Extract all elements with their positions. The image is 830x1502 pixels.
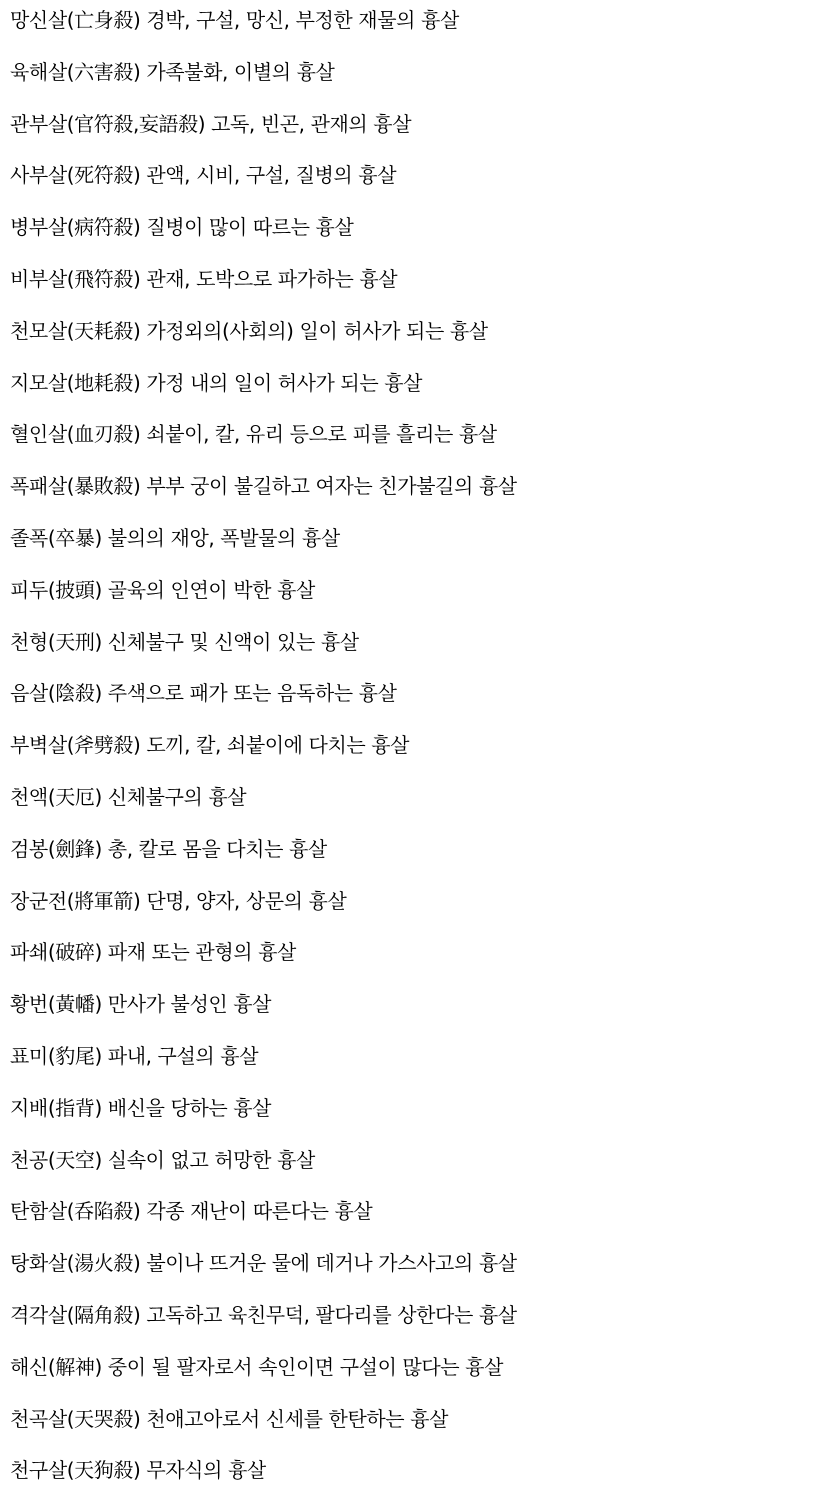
list-item: 파쇄(破碎) 파재 또는 관형의 흉살 bbox=[10, 940, 296, 965]
list-item: 지모살(地耗殺) 가정 내의 일이 허사가 되는 흉살 bbox=[10, 370, 423, 395]
list-item: 탄함살(呑陷殺) 각종 재난이 따른다는 흉살 bbox=[10, 1199, 373, 1224]
sal-list bbox=[10, 0, 826, 1502]
list-item: 표미(豹尾) 파내, 구설의 흉살 bbox=[10, 1043, 259, 1068]
list-item: 졸폭(卒暴) 불의의 재앙, 폭발물의 흉살 bbox=[10, 525, 340, 550]
list-item: 탕화살(湯火殺) 불이나 뜨거운 물에 데거나 가스사고의 흉살 bbox=[10, 1251, 517, 1276]
list-item: 부벽살(斧劈殺) 도끼, 칼, 쇠붙이에 다치는 흉살 bbox=[10, 733, 410, 758]
list-item: 천모살(天耗殺) 가정외의(사회의) 일이 허사가 되는 흉살 bbox=[10, 318, 488, 343]
list-item: 천곡살(天哭殺) 천애고아로서 신세를 한탄하는 흉살 bbox=[10, 1406, 448, 1431]
list-item: 사부살(死符殺) 관액, 시비, 구설, 질병의 흉살 bbox=[10, 163, 397, 188]
list-item: 천액(天厄) 신체불구의 흉살 bbox=[10, 784, 247, 809]
list-item: 관부살(官符殺,妄語殺) 고독, 빈곤, 관재의 흉살 bbox=[10, 111, 412, 136]
list-item: 음살(陰殺) 주색으로 패가 또는 음독하는 흉살 bbox=[10, 681, 397, 706]
list-item: 폭패살(暴敗殺) 부부 궁이 불길하고 여자는 친가불길의 흉살 bbox=[10, 474, 517, 499]
list-item: 천구살(天狗殺) 무자식의 흉살 bbox=[10, 1458, 266, 1483]
list-item: 비부살(飛符殺) 관재, 도박으로 파가하는 흉살 bbox=[10, 266, 398, 291]
list-item: 지배(指背) 배신을 당하는 흉살 bbox=[10, 1095, 272, 1120]
list-item: 격각살(隔角殺) 고독하고 육친무덕, 팔다리를 상한다는 흉살 bbox=[10, 1302, 517, 1327]
list-item: 피두(披頭) 골육의 인연이 박한 흉살 bbox=[10, 577, 315, 602]
list-item: 혈인살(血刃殺) 쇠붙이, 칼, 유리 등으로 피를 흘리는 흉살 bbox=[10, 422, 497, 447]
list-item: 천공(天空) 실속이 없고 허망한 흉살 bbox=[10, 1147, 315, 1172]
list-item: 육해살(六害殺) 가족불화, 이별의 흉살 bbox=[10, 59, 335, 84]
list-item: 천형(天刑) 신체불구 및 신액이 있는 흉살 bbox=[10, 629, 359, 654]
list-item: 검봉(劍鋒) 총, 칼로 몸을 다치는 흉살 bbox=[10, 836, 327, 861]
list-item: 장군전(將軍箭) 단명, 양자, 상문의 흉살 bbox=[10, 888, 347, 913]
list-item: 병부살(病符殺) 질병이 많이 따르는 흉살 bbox=[10, 215, 354, 240]
list-item: 해신(解神) 중이 될 팔자로서 속인이면 구설이 많다는 흉살 bbox=[10, 1354, 504, 1379]
list-item: 황번(黃幡) 만사가 불성인 흉살 bbox=[10, 992, 272, 1017]
list-item: 망신살(亡身殺) 경박, 구설, 망신, 부정한 재물의 흉살 bbox=[10, 8, 459, 32]
